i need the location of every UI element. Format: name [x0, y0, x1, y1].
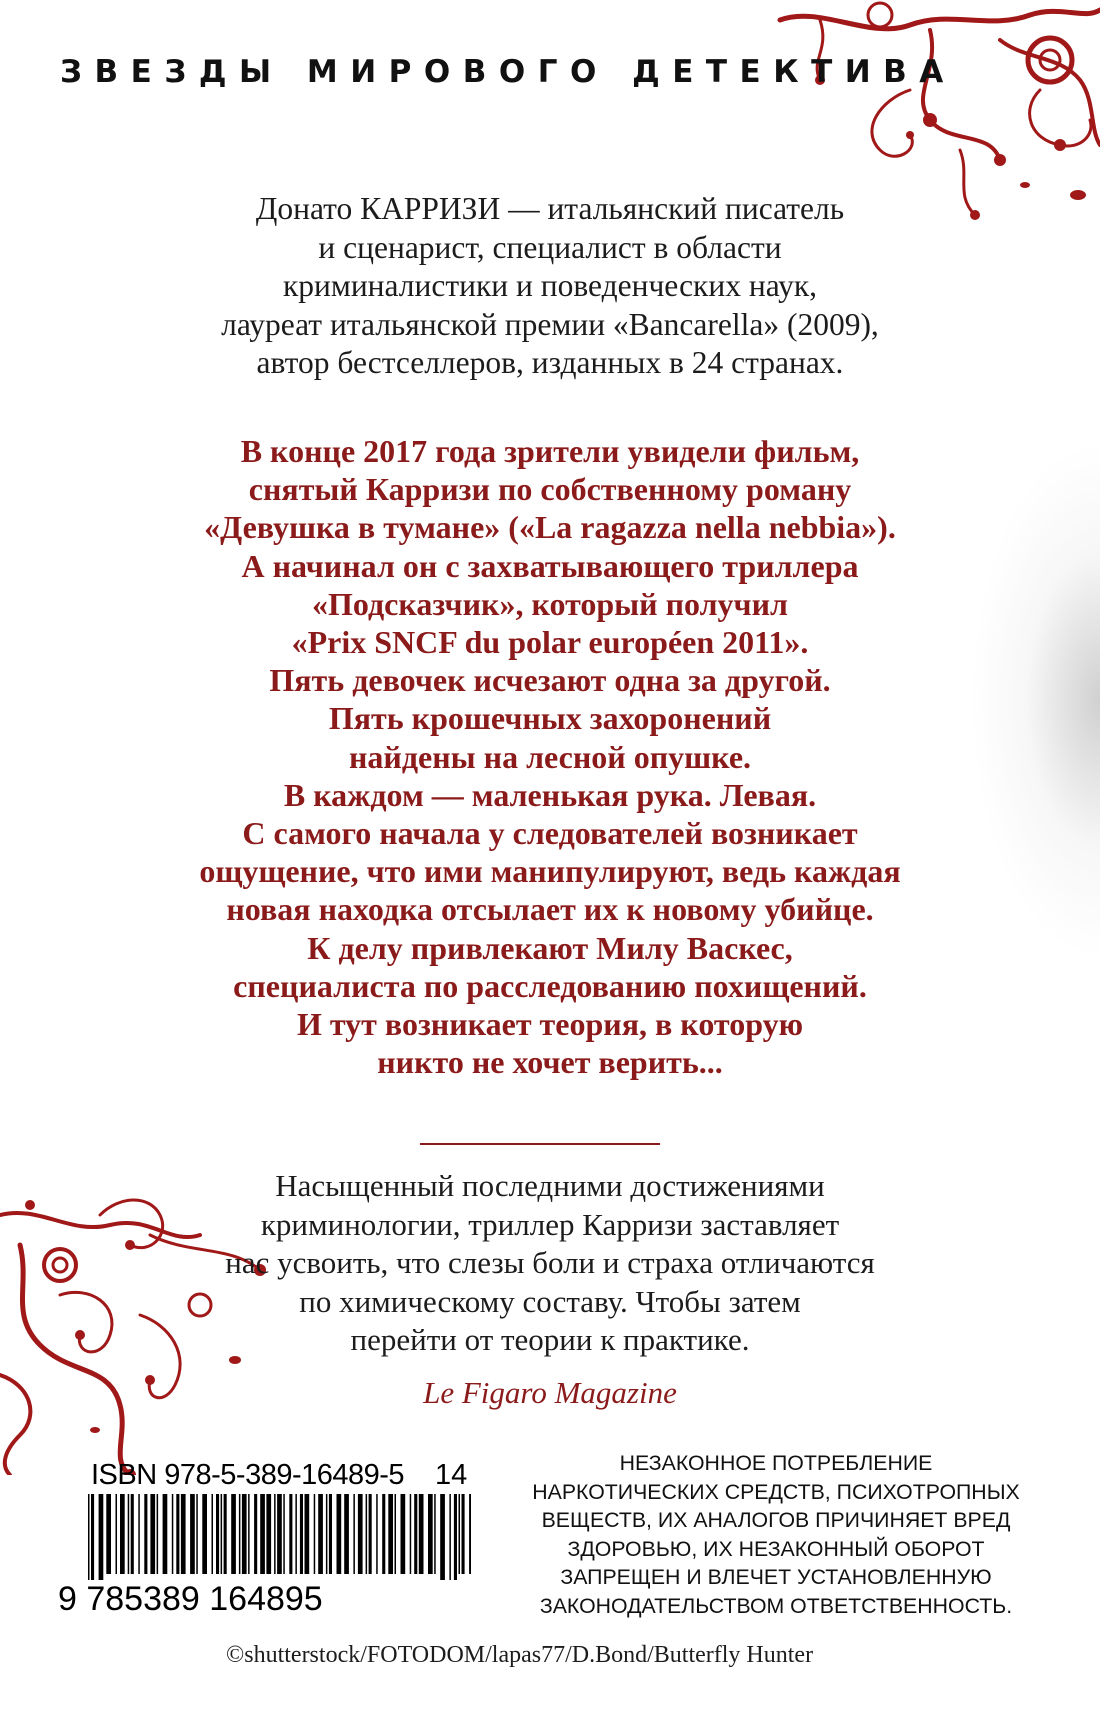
barcode-bar — [295, 1494, 297, 1574]
barcode-bar — [326, 1494, 328, 1574]
review-source: Le Figaro Magazine — [423, 1375, 677, 1410]
barcode-bar — [128, 1494, 130, 1574]
blurb-line: Пять крошечных захоронений — [328, 700, 772, 737]
barcode-bar — [289, 1494, 292, 1574]
barcode-bar — [462, 1494, 465, 1574]
barcode-bar — [440, 1494, 445, 1580]
barcode-bar — [88, 1494, 90, 1580]
blurb-line: новая находка отсылает их к новому убийце. — [226, 891, 874, 928]
barcode-bar — [212, 1494, 214, 1574]
barcode-bar — [410, 1494, 412, 1574]
barcode-bar — [382, 1494, 385, 1574]
barcode-bar — [144, 1494, 147, 1574]
barcode-bar — [449, 1494, 451, 1580]
warning-line: ЗАПРЕЩЕН И ВЛЕЧЕТ УСТАНОВЛЕННУЮ — [560, 1565, 992, 1590]
blurb-line: В каждом — маленькая рука. Левая. — [283, 776, 817, 813]
barcode-bar — [414, 1494, 417, 1574]
barcode-bar — [305, 1494, 310, 1574]
divider-rule — [420, 1143, 660, 1145]
barcode-bar — [419, 1494, 424, 1574]
legal-warning — [512, 1449, 1040, 1621]
barcode-bar — [369, 1494, 372, 1574]
barcode-bar — [224, 1494, 227, 1574]
barcode-bar — [150, 1494, 155, 1574]
blurb-line: никто не хочет верить... — [377, 1044, 723, 1081]
bio-line: и сценарист, специалист в области — [318, 229, 782, 265]
bio-line: автор бестселлеров, изданных в 24 странах. — [256, 345, 844, 380]
barcode-bar — [138, 1494, 140, 1574]
blurb-line: «Подсказчик», который получил — [312, 585, 788, 622]
barcode-bar — [190, 1494, 195, 1574]
barcode-bar — [314, 1494, 316, 1574]
barcode-bar — [283, 1494, 285, 1574]
barcode-bar — [248, 1494, 250, 1574]
warning-line: ВЕЩЕСТВ, ИХ АНАЛОГОВ ПРИЧИНЯЕТ ВРЕД — [541, 1508, 1011, 1533]
barcode-bar — [274, 1494, 276, 1574]
image-credits: ©shutterstock/FOTODOM/lapas77/D.Bond/Butterfly Hunter — [226, 1642, 814, 1668]
press-review — [0, 1167, 1100, 1360]
barcode-bar — [231, 1494, 236, 1574]
barcode-bar — [176, 1494, 179, 1574]
blurb-line: специалиста по расследованию похищений. — [233, 967, 867, 1004]
warning-line: НАРКОТИЧЕСКИХ СРЕДСТВ, ПСИХОТРОПНЫХ — [532, 1479, 1020, 1504]
barcode-bar — [353, 1494, 355, 1574]
barcode-bar — [131, 1494, 134, 1574]
barcode-bar — [106, 1494, 111, 1574]
barcode-bar — [376, 1494, 378, 1574]
barcode-bar — [277, 1494, 282, 1574]
blurb-line: снятый Карризи по собственному роману — [248, 471, 852, 508]
blurb-line: «Девушка в тумане» («La ragazza nella nebbia»). — [204, 509, 896, 546]
barcode — [86, 1494, 476, 1580]
review-line: по химическому составу. Чтобы затем — [299, 1283, 801, 1319]
barcode-bar — [344, 1494, 349, 1574]
blurb-line: найдены на лесной опушке. — [348, 738, 752, 775]
blurb-line: И тут возникает теория, в которую — [296, 1006, 804, 1043]
barcode-bar — [395, 1494, 397, 1574]
blurb-line: Пять девочек исчезают одна за другой. — [269, 662, 831, 699]
review-line: нас усвоить, что слезы боли и страха отличаются — [225, 1245, 875, 1280]
barcode-bar — [221, 1494, 223, 1574]
blurb-line: К делу привлекают Милу Васкес, — [307, 929, 793, 966]
warning-line: ЗАКОНОДАТЕЛЬСТВОМ ОТВЕТСТВЕННОСТЬ. — [539, 1593, 1013, 1618]
barcode-bar — [181, 1494, 186, 1574]
barcode-bar — [239, 1494, 241, 1574]
series-title: ЗВЕЗДЫ МИРОВОГО ДЕТЕКТИВА — [60, 54, 956, 90]
blurb-line: А начинал он с захватывающего триллера — [241, 547, 859, 584]
barcode-bar — [401, 1494, 406, 1574]
barcode-bar — [242, 1494, 247, 1574]
barcode-bar — [318, 1494, 323, 1574]
warning-line: ЗДОРОВЬЮ, ИХ НЕЗАКОННЫЙ ОБОРОТ — [567, 1536, 985, 1561]
barcode-bar — [300, 1494, 303, 1574]
blurb-line: ощущение, что ими манипулируют, ведь каждая — [199, 853, 901, 890]
isbn-label: ISBN 978-5-389-16489-5 — [91, 1459, 405, 1491]
barcode-bar — [254, 1494, 257, 1574]
barcode-bar — [216, 1494, 219, 1574]
bio-line: Донато КАРРИЗИ — итальянский писатель — [255, 191, 845, 226]
price-code: 14 — [435, 1459, 468, 1491]
review-line: криминологии, триллер Карризи заставляет — [260, 1206, 840, 1242]
barcode-bar — [116, 1494, 118, 1574]
bio-line: криминалистики и поведенческих наук, — [282, 268, 818, 303]
barcode-bar — [469, 1494, 471, 1574]
barcode-bar — [459, 1494, 461, 1574]
barcode-bar — [329, 1494, 332, 1574]
barcode-bar — [196, 1494, 198, 1574]
barcode-bar — [91, 1494, 94, 1580]
review-line: Насыщенный последними достижениями — [275, 1168, 825, 1203]
barcode-bar — [99, 1494, 104, 1580]
barcode-bar — [337, 1494, 342, 1574]
barcode-bar — [260, 1494, 265, 1574]
barcode-bar — [163, 1494, 168, 1574]
barcode-bar — [266, 1494, 271, 1574]
blurb-line: В конце 2017 года зрители увидели фильм, — [240, 433, 860, 469]
barcode-bar — [388, 1494, 393, 1574]
blurb-line: «Prix SNCF du polar européen 2011». — [291, 624, 809, 661]
barcode-digits: 9 785389 164895 — [58, 1580, 323, 1618]
warning-line: НЕЗАКОННОЕ ПОТРЕБЛЕНИЕ — [619, 1451, 933, 1475]
barcode-bar — [172, 1494, 174, 1574]
barcode-bar — [120, 1494, 125, 1574]
barcode-bar — [202, 1494, 207, 1574]
barcode-bar — [454, 1494, 457, 1580]
author-bio — [0, 190, 1100, 383]
barcode-bar — [366, 1494, 368, 1574]
barcode-bar — [434, 1494, 436, 1574]
book-blurb — [0, 432, 1100, 1081]
blurb-line: С самого начала у следователей возникает — [242, 815, 858, 852]
bio-line: лауреат итальянской премии «Bancarella» (2009), — [221, 306, 879, 342]
barcode-bar — [358, 1494, 363, 1574]
barcode-bar — [428, 1494, 433, 1574]
review-line: перейти от теории к практике. — [350, 1322, 750, 1357]
barcode-bar — [157, 1494, 159, 1574]
